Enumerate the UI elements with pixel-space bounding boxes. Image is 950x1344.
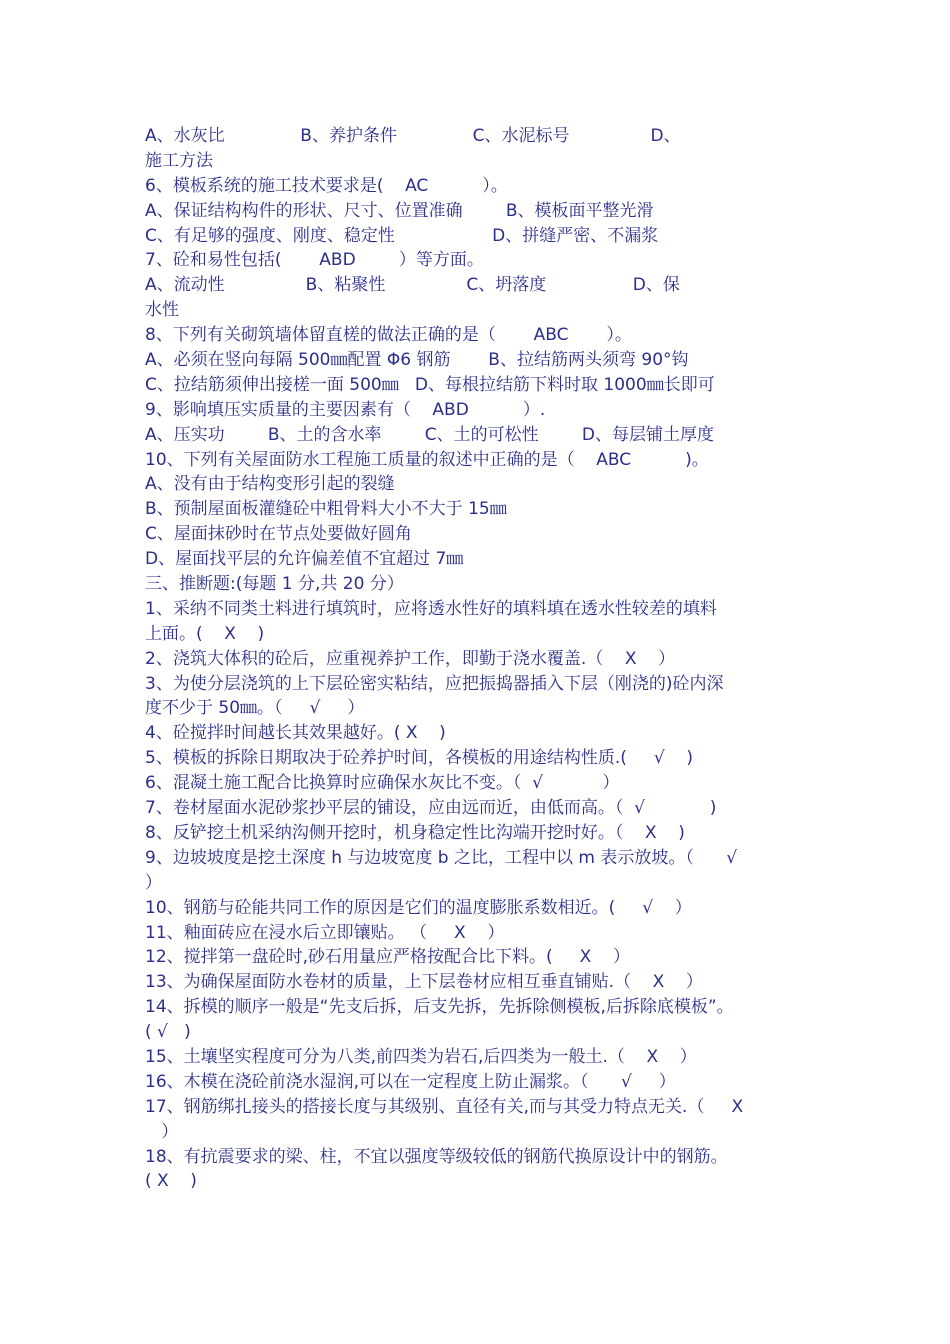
text-line: 8、下列有关砌筑墙体留直槎的做法正确的是（ ABC ）。 <box>145 325 632 346</box>
text-line: 11、釉面砖应在浸水后立即镶贴。 （ X ） <box>145 922 505 943</box>
text-line: 4、砼搅拌时间越长其效果越好。( X ) <box>145 723 446 744</box>
text-line: 8、反铲挖土机采纳沟侧开挖时，机身稳定性比沟端开挖时好。（ X ) <box>145 822 685 843</box>
text-line: D、屋面找平层的允许偏差值不宜超过 7㎜ <box>145 549 464 570</box>
text-line: 三、推断题:(每题 1 分,共 20 分） <box>145 574 404 595</box>
text-line: 14、拆模的顺序一般是“先支后拆，后支先拆，先拆除侧模板,后拆除底模板”。 <box>145 997 734 1018</box>
text-line: 水性 <box>145 300 179 321</box>
text-line: 施工方法 <box>145 150 213 171</box>
text-line: C、拉结筋须伸出接槎一面 500㎜ D、每根拉结筋下料时取 1000㎜长即可 <box>145 374 715 395</box>
text-line: 6、混凝土施工配合比换算时应确保水灰比不变。（ √ ） <box>145 773 620 794</box>
text-line: 10、钢筋与砼能共同工作的原因是它们的温度膨胀系数相近。( √ ） <box>145 897 692 918</box>
text-line: ） <box>145 1121 179 1142</box>
text-line: C、有足够的强度、刚度、稳定性 D、拼缝严密、不漏浆 <box>145 225 659 246</box>
text-line: B、预制屋面板灌缝砼中粗骨料大小不大于 15㎜ <box>145 499 507 520</box>
text-line: 18、有抗震要求的梁、柱，不宜以强度等级较低的钢筋代换原设计中的钢筋。 <box>145 1146 728 1167</box>
text-line: 上面。( X ) <box>145 623 265 644</box>
text-line: 度不少于 50㎜。（ √ ） <box>145 698 365 719</box>
text-line: 3、为使分层浇筑的上下层砼密实粘结，应把振捣器插入下层（刚浇的)砼内深 <box>145 673 724 694</box>
text-line: ( √ ) <box>145 1022 191 1043</box>
text-line: 6、模板系统的施工技术要求是( AC ）。 <box>145 175 508 196</box>
text-line: A、压实功 B、土的含水率 C、土的可松性 D、每层铺土厚度 <box>145 424 714 445</box>
text-line: 7、卷材屋面水泥砂浆抄平层的铺设，应由远而近，由低而高。（ √ ) <box>145 798 717 819</box>
text-line: 7、砼和易性包括( ABD ）等方面。 <box>145 250 484 271</box>
text-line: A、必须在竖向每隔 500㎜配置 Φ6 钢筋 B、拉结筋两头须弯 90°钩 <box>145 350 689 371</box>
text-line: 15、土壤坚实程度可分为八类,前四类为岩石,后四类为一般土.（ X ） <box>145 1046 697 1067</box>
text-line: 5、模板的拆除日期取决于砼养护时间，各模板的用途结构性质.( √ ) <box>145 748 693 769</box>
text-line: A、流动性 B、粘聚性 C、坍落度 D、保 <box>145 275 680 296</box>
document-body <box>145 124 835 1194</box>
text-line: ） <box>145 872 162 893</box>
text-line: 16、木模在浇砼前浇水湿润,可以在一定程度上防止漏浆。（ √ ） <box>145 1071 676 1092</box>
text-line: A、没有由于结构变形引起的裂缝 <box>145 474 395 495</box>
text-line: 13、为确保屋面防水卷材的质量，上下层卷材应相互垂直铺贴.（ X ） <box>145 972 703 993</box>
text-line: 2、浇筑大体积的砼后，应重视养护工作，即勤于浇水覆盖.（ X ） <box>145 648 676 669</box>
text-line: 9、边坡坡度是挖土深度 h 与边坡宽度 b 之比，工程中以 m 表示放坡。（ √ <box>145 847 738 868</box>
text-line: A、保证结构构件的形状、尺寸、位置准确 B、模板面平整光滑 <box>145 200 654 221</box>
text-line: C、屋面抹砂时在节点处要做好圆角 <box>145 524 412 545</box>
text-line: 12、搅拌第一盘砼时,砂石用量应严格按配合比下料。( X ） <box>145 947 630 968</box>
text-line: A、水灰比 B、养护条件 C、水泥标号 D、 <box>145 126 681 146</box>
text-line: 9、影响填压实质量的主要因素有（ ABD ）. <box>145 399 546 420</box>
text-line: 10、下列有关屋面防水工程施工质量的叙述中正确的是（ ABC )。 <box>145 449 709 470</box>
text-line: ( X ) <box>145 1171 197 1192</box>
text-line: 17、钢筋绑扎接头的搭接长度与其级别、直径有关,而与其受力特点无关.（ X <box>145 1096 744 1117</box>
text-line: 1、采纳不同类土料进行填筑时，应将透水性好的填料填在透水性较差的填料 <box>145 598 717 619</box>
